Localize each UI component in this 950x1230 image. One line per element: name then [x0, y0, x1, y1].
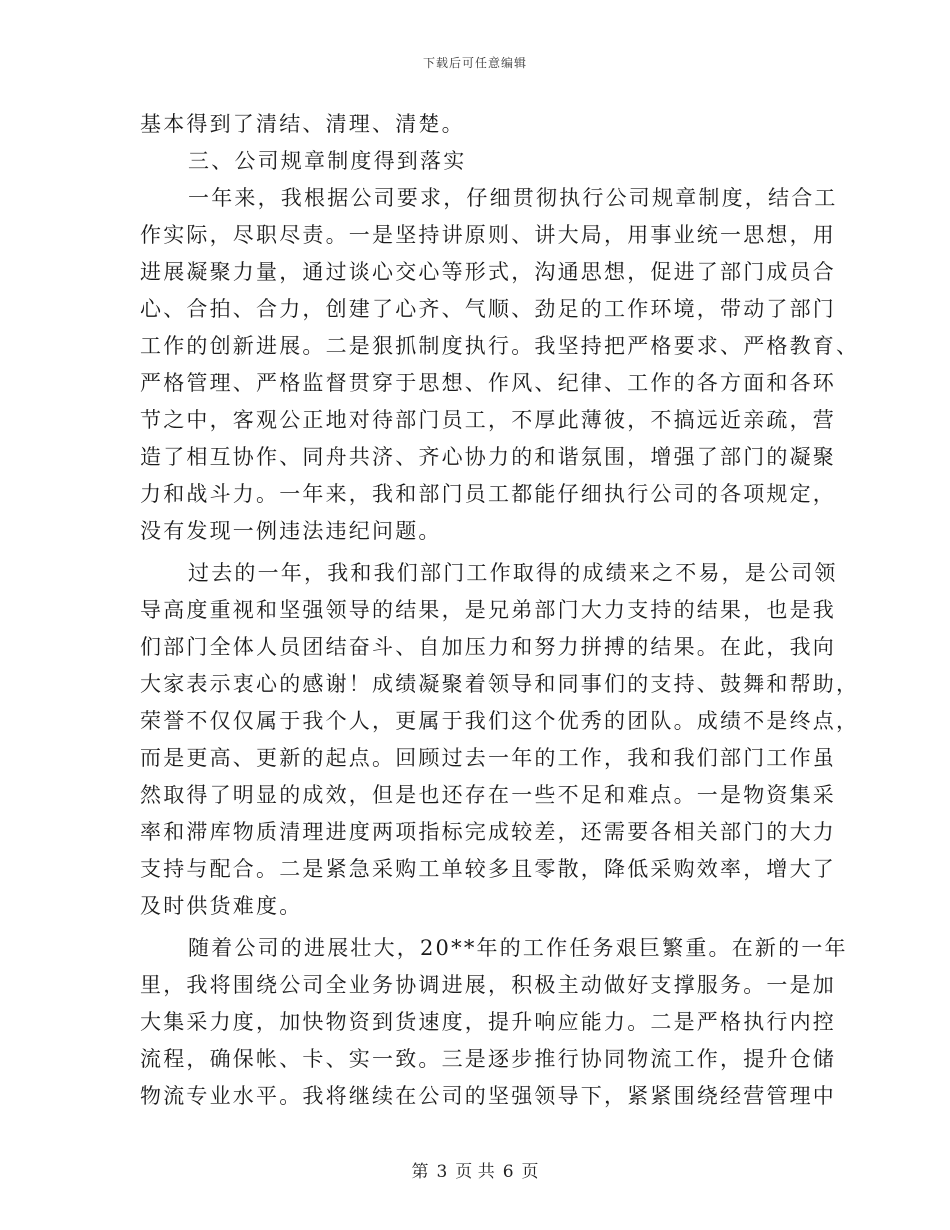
- text-line: 物流专业水平。我将继续在公司的坚强领导下，紧紧围绕经营管理中: [140, 1084, 836, 1108]
- footer-total-pages: 6: [502, 1162, 514, 1182]
- text-line: 严格管理、严格监督贯穿于思想、作风、纪律、工作的各方面和各环: [140, 371, 836, 395]
- text-line: 们部门全体人员团结奋斗、自加压力和努力拼搏的结果。在此，我向: [140, 635, 836, 659]
- page-header-note: 下载后可任意编辑: [422, 56, 527, 70]
- text-line: 作实际，尽职尽责。一是坚持讲原则、讲大局，用事业统一思想，用: [140, 223, 836, 247]
- text-line: 大集采力度，加快物资到货速度，提升响应能力。二是严格执行内控: [140, 1010, 836, 1034]
- text-line: 然取得了明显的成效，但是也还存在一些不足和难点。一是物资集采: [140, 783, 836, 807]
- text-line: 心、合拍、合力，创建了心齐、气顺、劲足的工作环境，带动了部门: [140, 297, 836, 321]
- text-line: 工作的创新进展。二是狠抓制度执行。我坚持把严格要求、严格教育、: [140, 334, 860, 358]
- text-line: 导高度重视和坚强领导的结果，是兄弟部门大力支持的结果，也是我: [140, 598, 836, 622]
- footer-current-page: 3: [436, 1162, 448, 1182]
- text-line: 流程，确保帐、卡、实一致。三是逐步推行协同物流工作，提升仓储: [140, 1047, 836, 1071]
- text-line: 一年来，我根据公司要求，仔细贯彻执行公司规章制度，结合工: [188, 186, 838, 210]
- text-line: 没有发现一例违法违纪问题。: [140, 519, 442, 543]
- text-line: 率和滞库物质清理进度两项指标完成较差，还需要各相关部门的大力: [140, 820, 836, 844]
- text-line: 里，我将围绕公司全业务协调进展，积极主动做好支撑服务。一是加: [140, 973, 836, 997]
- text-line: 进展凝聚力量，通过谈心交心等形式，沟通思想，促进了部门成员合: [140, 260, 836, 284]
- text-line: 基本得到了清结、清理、清楚。: [140, 112, 465, 136]
- text-line: 随着公司的进展壮大，20**年的工作任务艰巨繁重。在新的一年: [188, 936, 848, 960]
- text-line: 而是更高、更新的起点。回顾过去一年的工作，我和我们部门工作虽: [140, 746, 836, 770]
- footer-prefix: 第: [411, 1162, 429, 1182]
- footer-middle: 页 共: [455, 1162, 495, 1182]
- document-body: [140, 106, 860, 1115]
- text-line: 过去的一年，我和我们部门工作取得的成绩来之不易，是公司领: [188, 561, 838, 585]
- text-line: 大家表示衷心的感谢！成绩凝聚着领导和同事们的支持、鼓舞和帮助，: [140, 672, 860, 696]
- text-line: 荣誉不仅仅属于我个人，更属于我们这个优秀的团队。成绩不是终点，: [140, 709, 860, 733]
- page-footer: [0, 1157, 950, 1182]
- text-line: 支持与配合。二是紧急采购工单较多且零散，降低采购效率，增大了: [140, 857, 836, 881]
- text-line: 及时供货难度。: [140, 894, 303, 918]
- text-line: 力和战斗力。一年来，我和部门员工都能仔细执行公司的各项规定，: [140, 482, 836, 506]
- text-line: 造了相互协作、同舟共济、齐心协力的和谐氛围，增强了部门的凝聚: [140, 445, 836, 469]
- footer-suffix: 页: [521, 1162, 539, 1182]
- text-line: 节之中，客观公正地对待部门员工，不厚此薄彼，不搞远近亲疏，营: [140, 408, 836, 432]
- text-line: 三、公司规章制度得到落实: [188, 149, 467, 173]
